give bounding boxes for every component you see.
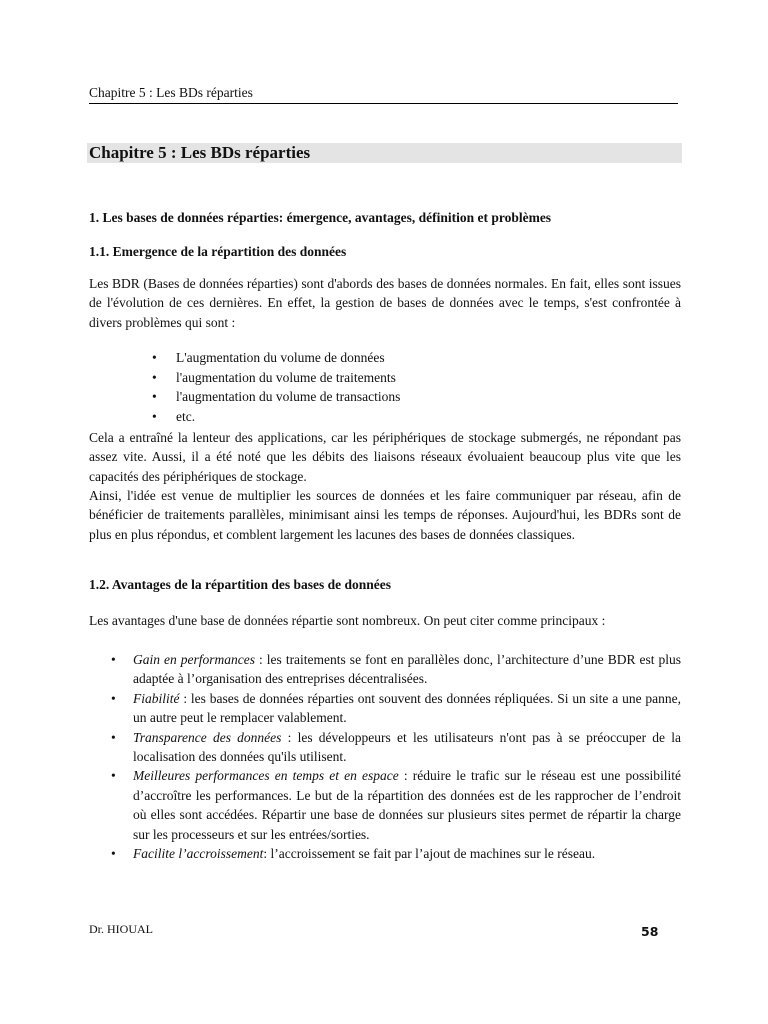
problems-list xyxy=(152,348,400,427)
advantage-text: : l’accroissement se fait par l’ajout de machines sur le réseau. xyxy=(263,846,596,862)
section-1-1-after-list: Cela a entraîné la lenteur des applications, car les périphériques de stockage submergés, ne répondant pas assez vite. Aussi, il a été noté que les débits des liaisons réseaux évoluaient beaucoup plus vite que les capacités des périphériques de stockage. xyxy=(89,430,681,484)
advantage-text: : les traitements se font en parallèles donc, l’architecture d’une BDR est plus adaptée à l’organisation des entreprises décentralisées. xyxy=(133,652,681,687)
bullet-icon: • xyxy=(111,846,116,862)
page-number: 58 xyxy=(641,924,659,939)
footer-author: Dr. HIOUAL xyxy=(89,922,153,936)
section-1-2-heading: 1.2. Avantages de la répartition des bases de données xyxy=(89,577,392,592)
bullet-icon: • xyxy=(152,369,157,385)
advantage-term: Facilite l’accroissement xyxy=(133,846,264,862)
bullet-icon: • xyxy=(152,350,157,365)
list-item: • l'augmentation du volume de transactions xyxy=(152,387,400,407)
list-item xyxy=(111,844,681,863)
section-1-1-conclusion: Ainsi, l'idée est venue de multiplier les sources de données et les faire communiquer par réseau, afin de bénéficier de traitements parallèles, minimisant ainsi les temps de réponses. Aujourd'hui, les BDRs sont de plus en plus répondus, et comblent largement les lacunes des bases de données classiques. xyxy=(89,488,681,542)
bullet-icon: • xyxy=(111,690,116,706)
advantage-text: : les bases de données réparties ont souvent des données répliquées. Si un site a une panne, un autre peut le remplacer valablement. xyxy=(133,690,681,726)
chapter-title: Chapitre 5 : Les BDs réparties xyxy=(87,143,682,163)
section-1-2-intro: Les avantages d'une base de données répartie sont nombreux. On peut citer comme principaux : xyxy=(89,613,606,628)
advantage-term: Meilleures performances en temps et en espace xyxy=(133,768,399,784)
advantage-term: Fiabilité xyxy=(133,690,180,706)
section-1-1-heading: 1.1. Emergence de la répartition des données xyxy=(89,244,347,259)
list-item xyxy=(111,650,681,689)
section-1-1-intro: Les BDR (Bases de données réparties) sont d'abords des bases de données normales. En fait, elles sont issues de l'évolution de ces dernières. En effet, la gestion de bases de données avec le temps, s'est confrontée à divers problèmes qui sont : xyxy=(89,276,681,330)
list-item xyxy=(111,766,681,844)
section-1-heading: 1. Les bases de données réparties: émergence, avantages, définition et problèmes xyxy=(89,210,552,225)
list-item xyxy=(111,689,681,728)
advantage-text: : les développeurs et les utilisateurs n'ont pas à se préoccuper de la localisation des données qu'ils utilisent. xyxy=(133,729,682,765)
advantages-list xyxy=(111,650,681,863)
bullet-icon: • xyxy=(111,768,116,784)
list-item: • l'augmentation du volume de traitements xyxy=(152,368,400,388)
running-header: Chapitre 5 : Les BDs réparties xyxy=(89,85,678,104)
list-item: • etc. xyxy=(152,407,400,427)
bullet-icon: • xyxy=(111,729,116,745)
bullet-icon: • xyxy=(111,652,116,667)
advantage-text: : réduire le trafic sur le réseau est une possibilité d’accroître les performances. Le but de la répartition des données est de les rapprocher de l’endroit où elles sont accédées. Répartir une base de données sur plusieurs sites permet de répartir la charge sur les processeurs et sur les entrées/sorties. xyxy=(133,768,681,842)
list-item xyxy=(111,728,681,767)
bullet-icon: • xyxy=(152,409,157,425)
advantage-term: Transparence des données xyxy=(133,729,282,745)
advantage-term: Gain en performances xyxy=(133,652,256,667)
bullet-icon: • xyxy=(152,389,157,405)
list-item: • L'augmentation du volume de données xyxy=(152,348,400,368)
